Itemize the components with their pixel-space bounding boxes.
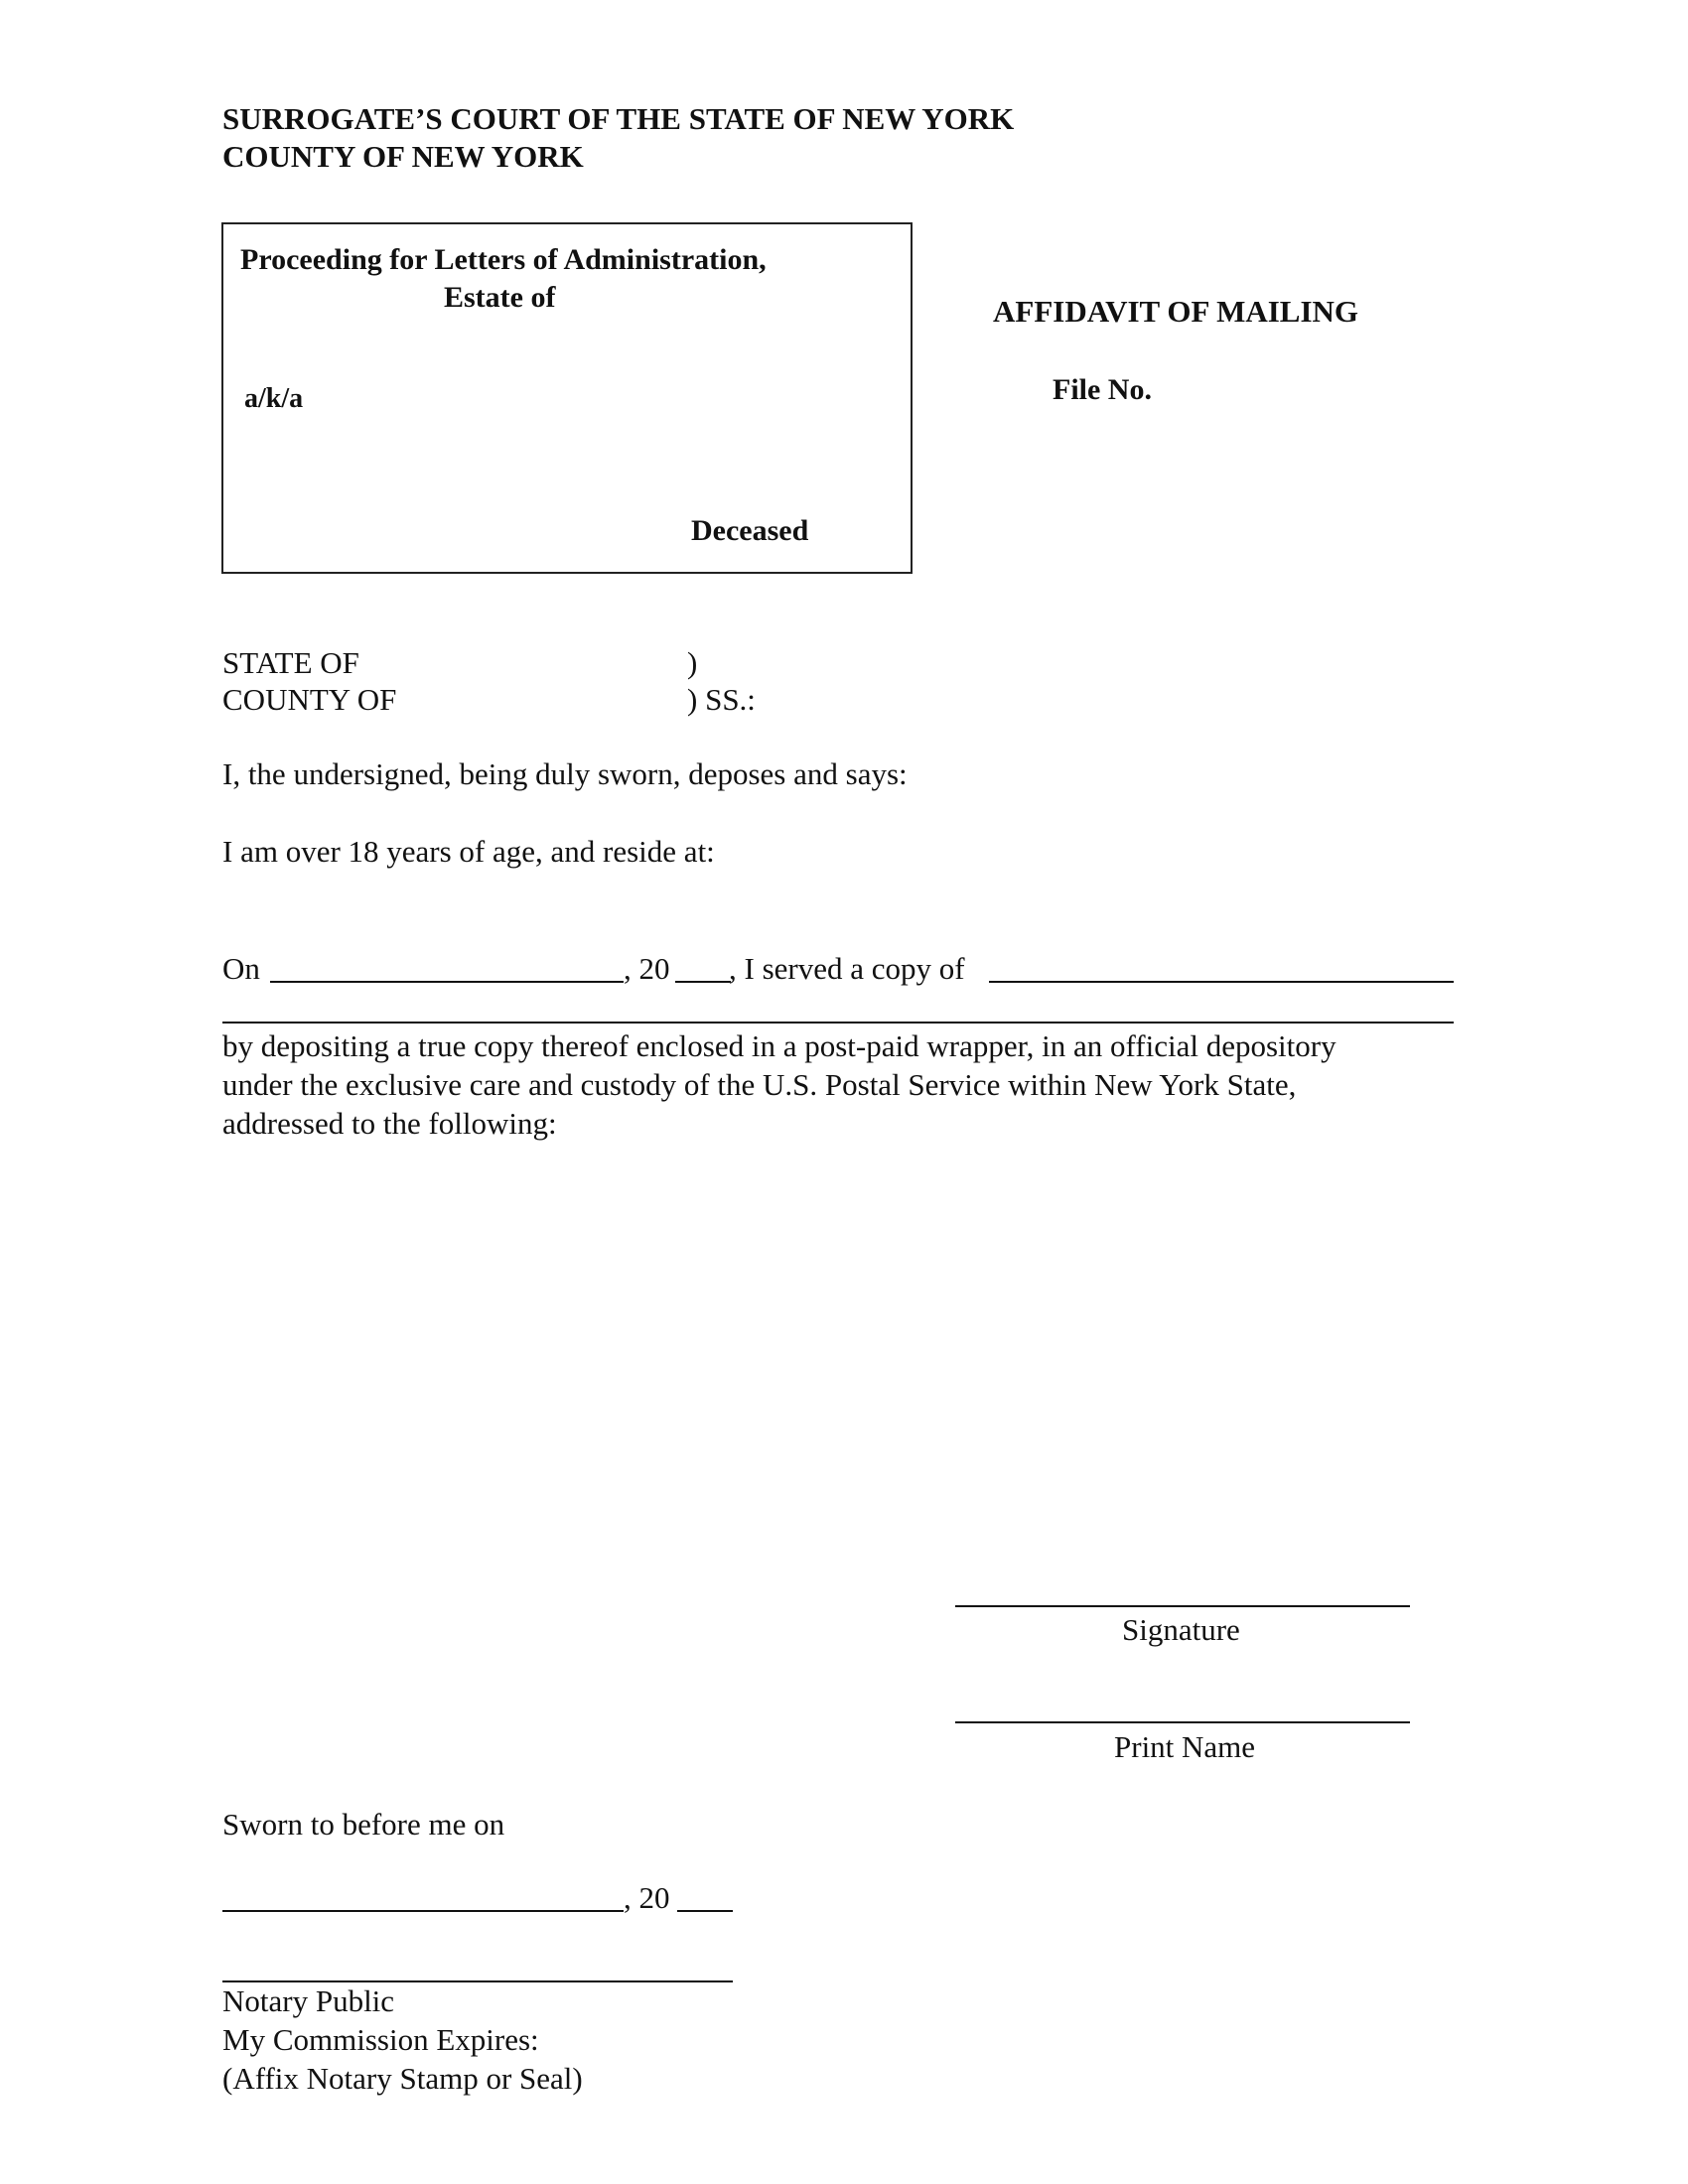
document-served-line[interactable] — [989, 981, 1454, 983]
venue-ss: ) SS.: — [687, 682, 756, 717]
deposit-statement-line1: by depositing a true copy thereof enclosed in a post-paid wrapper, in an official depository — [222, 1028, 1336, 1063]
on-label: On — [222, 951, 260, 986]
service-date-line[interactable] — [270, 981, 624, 983]
document-title: AFFIDAVIT OF MAILING — [993, 294, 1359, 329]
court-county: COUNTY OF NEW YORK — [222, 139, 584, 174]
signature-label: Signature — [1122, 1612, 1240, 1647]
signature-line[interactable] — [955, 1605, 1410, 1607]
caption-proceeding: Proceeding for Letters of Administration, — [240, 243, 767, 276]
file-number-label: File No. — [1053, 373, 1152, 406]
deposit-statement-line3: addressed to the following: — [222, 1106, 557, 1141]
print-name-line[interactable] — [955, 1721, 1410, 1723]
notary-date-line[interactable] — [222, 1910, 624, 1912]
venue-paren: ) — [687, 645, 698, 680]
caption-aka: a/k/a — [244, 383, 304, 414]
caption-estate-of: Estate of — [444, 281, 556, 314]
state-of-label: STATE OF — [222, 645, 359, 680]
notary-year-line[interactable] — [677, 1910, 733, 1912]
caption-deceased: Deceased — [691, 514, 809, 547]
service-year-prefix: , 20 — [624, 951, 670, 986]
service-year-line[interactable] — [675, 981, 731, 983]
commission-expires-label: My Commission Expires: — [222, 2022, 539, 2057]
served-copy-text: , I served a copy of — [729, 951, 965, 986]
notary-stamp-note: (Affix Notary Stamp or Seal) — [222, 2061, 583, 2096]
notary-year-prefix: , 20 — [624, 1880, 670, 1915]
deposit-statement-line2: under the exclusive care and custody of the U.S. Postal Service within New York State, — [222, 1067, 1297, 1102]
notary-public-label: Notary Public — [222, 1983, 395, 2018]
court-name: SURROGATE’S COURT OF THE STATE OF NEW YORK — [222, 101, 1015, 136]
sworn-before-label: Sworn to before me on — [222, 1807, 505, 1842]
print-name-label: Print Name — [1114, 1729, 1256, 1764]
sworn-statement: I, the undersigned, being duly sworn, deposes and says: — [222, 756, 908, 791]
document-served-continuation-line[interactable] — [222, 1022, 1454, 1024]
age-residence-statement: I am over 18 years of age, and reside at: — [222, 834, 715, 869]
county-of-label: COUNTY OF — [222, 682, 397, 717]
